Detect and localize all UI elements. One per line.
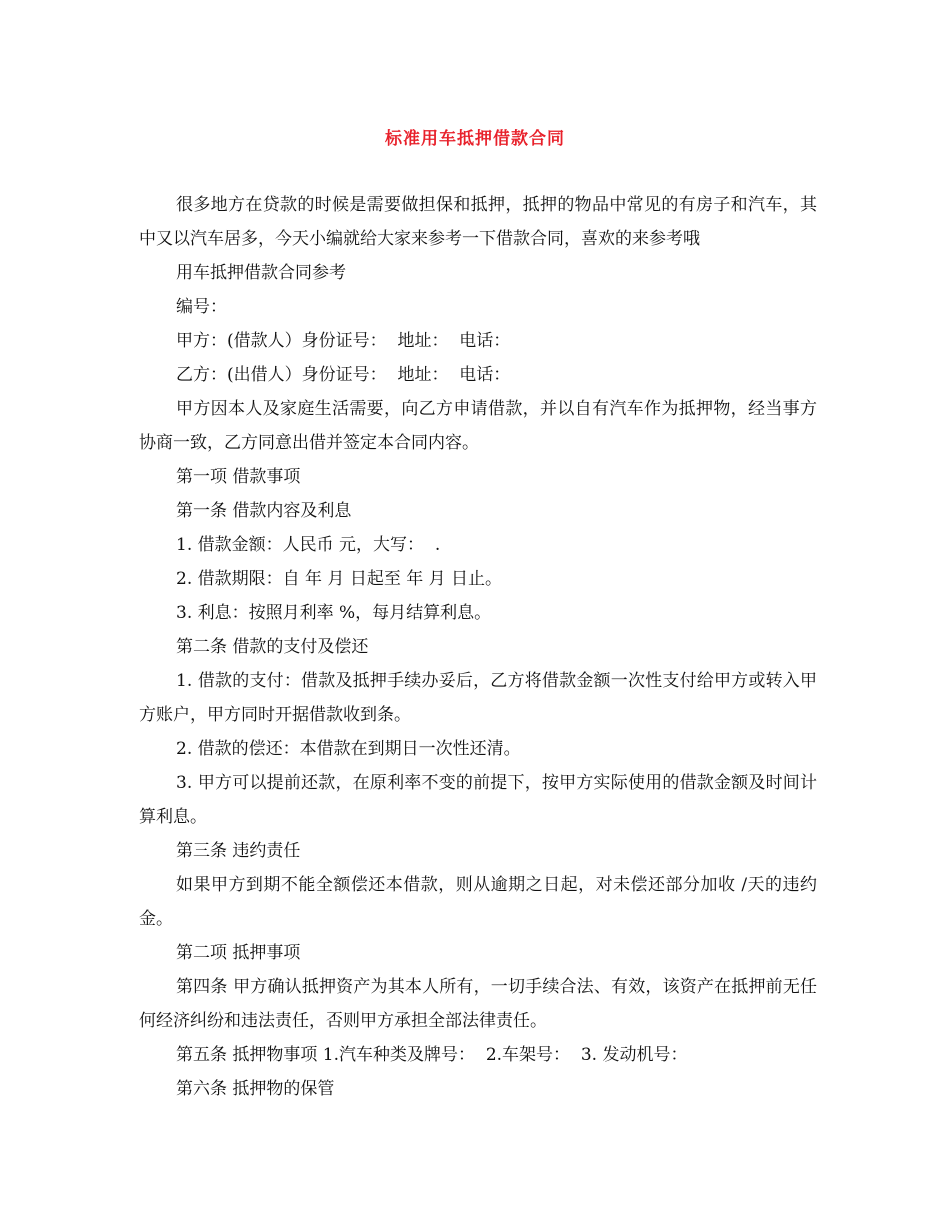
article-paragraph: 第四条 甲方确认抵押资产为其本人所有，一切手续合法、有效，该资产在抵押前无任何经济纠纷和违法责任，否则甲方承担全部法律责任。 [139, 977, 817, 1031]
clause-item: 1. 借款金额：人民币 元，大写： . [176, 535, 441, 555]
article-heading: 第一条 借款内容及利息 [176, 501, 352, 521]
article-heading: 第三条 违约责任 [176, 841, 301, 861]
section-heading: 第一项 借款事项 [176, 467, 301, 487]
article-paragraph: 第五条 抵押物事项 1.汽车种类及牌号： 2.车架号： 3. 发动机号： [176, 1045, 688, 1065]
party-a-line: 甲方：(借款人）身份证号： 地址： 电话： [176, 331, 511, 351]
document-title: 标准用车抵押借款合同 [385, 129, 565, 149]
clause-item: 3. 利息：按照月利率 %，每月结算利息。 [176, 603, 492, 623]
section-heading: 第二项 抵押事项 [176, 943, 301, 963]
article-heading: 第六条 抵押物的保管 [176, 1079, 335, 1099]
clause-item: 3. 甲方可以提前还款，在原利率不变的前提下，按甲方实际使用的借款金额及时间计算利息。 [139, 773, 817, 827]
clause-item: 2. 借款期限：自 年 月 日起至 年 月 日止。 [176, 569, 503, 589]
document-body [139, 188, 817, 1106]
preamble-paragraph: 甲方因本人及家庭生活需要，向乙方申请借款，并以自有汽车作为抵押物，经当事方协商一致，乙方同意出借并签定本合同内容。 [139, 399, 817, 453]
article-heading: 第二条 借款的支付及偿还 [176, 637, 369, 657]
intro-paragraph: 很多地方在贷款的时候是需要做担保和抵押，抵押的物品中常见的有房子和汽车，其中又以汽车居多，今天小编就给大家来参考一下借款合同，喜欢的来参考哦 [139, 195, 817, 249]
party-b-line: 乙方：(出借人）身份证号： 地址： 电话： [176, 365, 511, 385]
subtitle-line: 用车抵押借款合同参考 [176, 263, 346, 283]
clause-item: 如果甲方到期不能全额偿还本借款，则从逾期之日起，对未偿还部分加收 /天的违约金。 [139, 875, 817, 929]
clause-item: 1. 借款的支付：借款及抵押手续办妥后，乙方将借款金额一次性支付给甲方或转入甲方账户，甲方同时开据借款收到条。 [139, 671, 817, 725]
contract-number-line: 编号： [176, 297, 227, 317]
clause-item: 2. 借款的偿还：本借款在到期日一次性还清。 [176, 739, 521, 759]
